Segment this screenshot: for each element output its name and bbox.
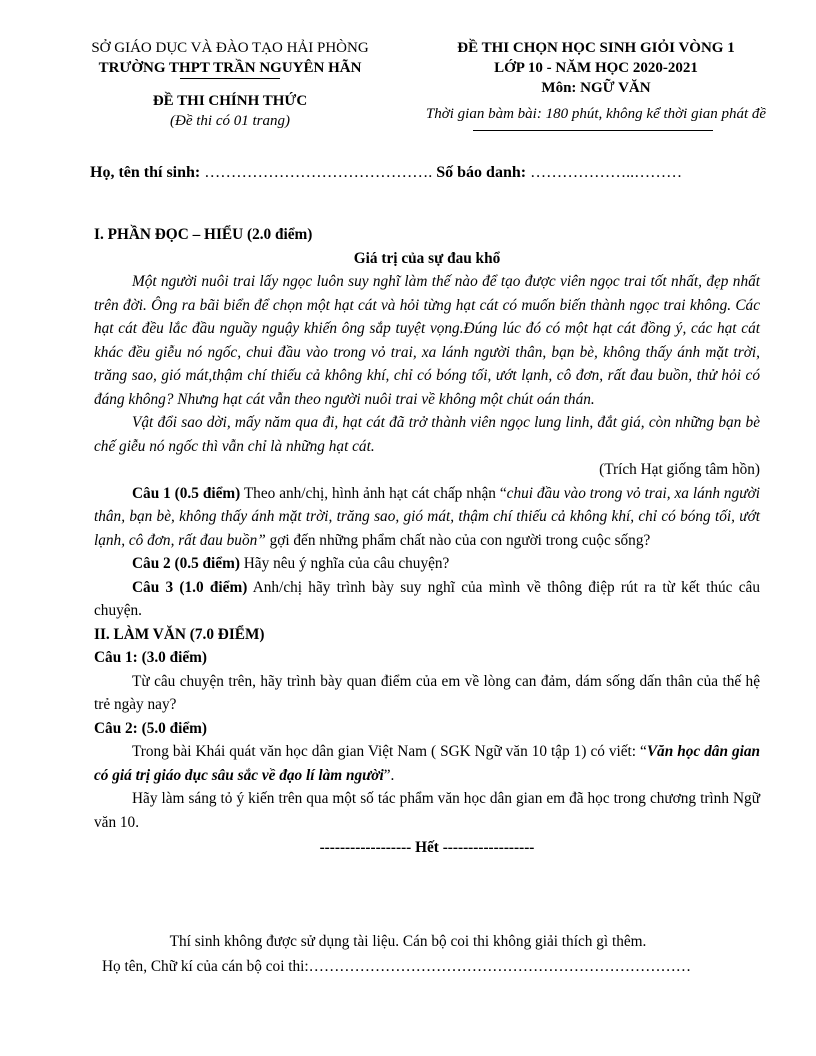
section2-heading: II. LÀM VĂN (7.0 ĐIỂM) <box>94 625 265 643</box>
id-dots: ………………..……… <box>526 164 683 181</box>
q2-label: Câu 2 (0.5 điểm) <box>132 555 240 572</box>
school-underline <box>180 78 280 79</box>
header-right <box>396 38 796 124</box>
question-1 <box>94 482 760 553</box>
id-label: Số báo danh: <box>436 164 527 181</box>
end-mark: ------------------ Hết ------------------ <box>319 839 535 856</box>
essay2-quote: Văn học dân gian có giá trị giáo dục sâu sắc về đạo lí làm người <box>94 743 760 784</box>
official-exam-label: ĐỀ THI CHÍNH THỨC <box>152 93 308 109</box>
name-dots: ……………………………………. <box>200 164 437 181</box>
question-2 <box>94 552 760 576</box>
essay1-label: Câu 1: (3.0 điểm) <box>94 649 208 666</box>
school-name: TRƯỜNG THPT TRẦN NGUYÊN HÃN <box>98 60 362 76</box>
candidate-info <box>90 164 790 182</box>
question-3 <box>94 576 760 623</box>
q1-label: Câu 1 (0.5 điểm) <box>132 484 241 502</box>
q3-text: Anh/chị hãy trình bày suy nghĩ của mình về thông điệp rút ra từ kết thúc câu chuyện. <box>94 578 760 619</box>
time-underline <box>473 130 713 131</box>
essay2-label: Câu 2: (5.0 điểm) <box>94 719 208 737</box>
q3-label: Câu 3 (1.0 điểm) <box>132 578 248 596</box>
q1-text-end: gợi đến những phẩm chất nào của con người trong cuộc sống? <box>265 531 651 549</box>
essay2-task: Hãy làm sáng tỏ ý kiến trên qua một số tác phẩm văn học dân gian em đã học trong chương trình Ngữ văn 10. <box>94 790 760 831</box>
subject: Môn: NGỮ VĂN <box>541 80 651 96</box>
essay2-intro: Trong bài Khái quát văn học dân gian Việt Nam ( SGK Ngữ văn 10 tập 1) có viết: “ <box>132 743 647 760</box>
passage-source: (Trích Hạt giống tâm hồn) <box>599 461 760 478</box>
q2-text: Hãy nêu ý nghĩa của câu chuyện? <box>239 555 450 572</box>
essay1-text: Từ câu chuyện trên, hãy trình bày quan điểm của em về lòng can đảm, dám sống dấn thân của thế hệ trẻ ngày nay? <box>94 672 760 713</box>
q1-text: Theo anh/chị, hình ảnh hạt cát chấp nhận “ <box>240 484 507 502</box>
passage-para1: Một người nuôi trai lấy ngọc luôn suy nghĩ làm thế nào để tạo được viên ngọc trai tốt nhất, đẹp nhất trên đời. Ông ra bãi biển để chọn một hạt cát và hỏi từng hạt cát có muốn biến thành ngọc trai không. Các hạt cát đều lắc đầu nguầy nguậy khiến ông sắp tuyệt vọng.Đúng lúc đó có một hạt cát đồng ý, các hạt cát khác đều giễu nó ngốc, chui đầu vào trong vỏ trai, xa lánh người thân, bạn bè, không thấy ánh mặt trời, trăng sao, gió mát,thậm chí thiếu cả không khí, chỉ có bóng tối, ướt lạnh, cô đơn, rất đau buồn, thử hỏi có đáng không? Nhưng hạt cát vẫn theo người nuôi trai về không một chút oán thán. <box>94 273 760 408</box>
section1-heading: I. PHẦN ĐỌC – HIỂU (2.0 điểm) <box>94 226 313 243</box>
footer-note: Thí sinh không được sử dụng tài liệu. Cán bộ coi thi không giải thích gì thêm. <box>169 933 647 950</box>
page-count-note: (Đề thi có 01 trang) <box>170 113 290 129</box>
passage-para2: Vật đổi sao dời, mấy năm qua đi, hạt cát đã trở thành viên ngọc lung linh, đắt giá, còn những bạn bè chế giễu nó ngốc thì vẫn chỉ là những hạt cát. <box>94 414 760 455</box>
grade-year: LỚP 10 - NĂM HỌC 2020-2021 <box>494 60 698 76</box>
essay2-close: ”. <box>383 766 395 784</box>
essay2-text <box>94 740 760 787</box>
invigilator-signature: Họ tên, Chữ kí của cán bộ coi thi:………………………………………………………………… <box>102 958 692 975</box>
time-allowed: Thời gian bàm bài: 180 phút, không kể thời gian phát đề <box>425 106 767 122</box>
passage-title: Giá trị của sự đau khổ <box>353 249 501 267</box>
name-label: Họ, tên thí sinh: <box>90 164 201 181</box>
exam-title: ĐỀ THI CHỌN HỌC SINH GIỎI VÒNG 1 <box>457 40 735 56</box>
department-name: SỞ GIÁO DỤC VÀ ĐÀO TẠO HẢI PHÒNG <box>91 40 369 56</box>
q1-quote: chui đầu vào trong vỏ trai, xa lánh người thân, bạn bè, không thấy ánh mặt trời, trăng sao, gió mát, thậm chí thiếu cả không khí, chỉ có bóng tối, ướt lạnh, cô đơn, rất đau buồn” <box>94 484 760 549</box>
header-left <box>60 38 400 131</box>
exam-content <box>94 223 760 860</box>
